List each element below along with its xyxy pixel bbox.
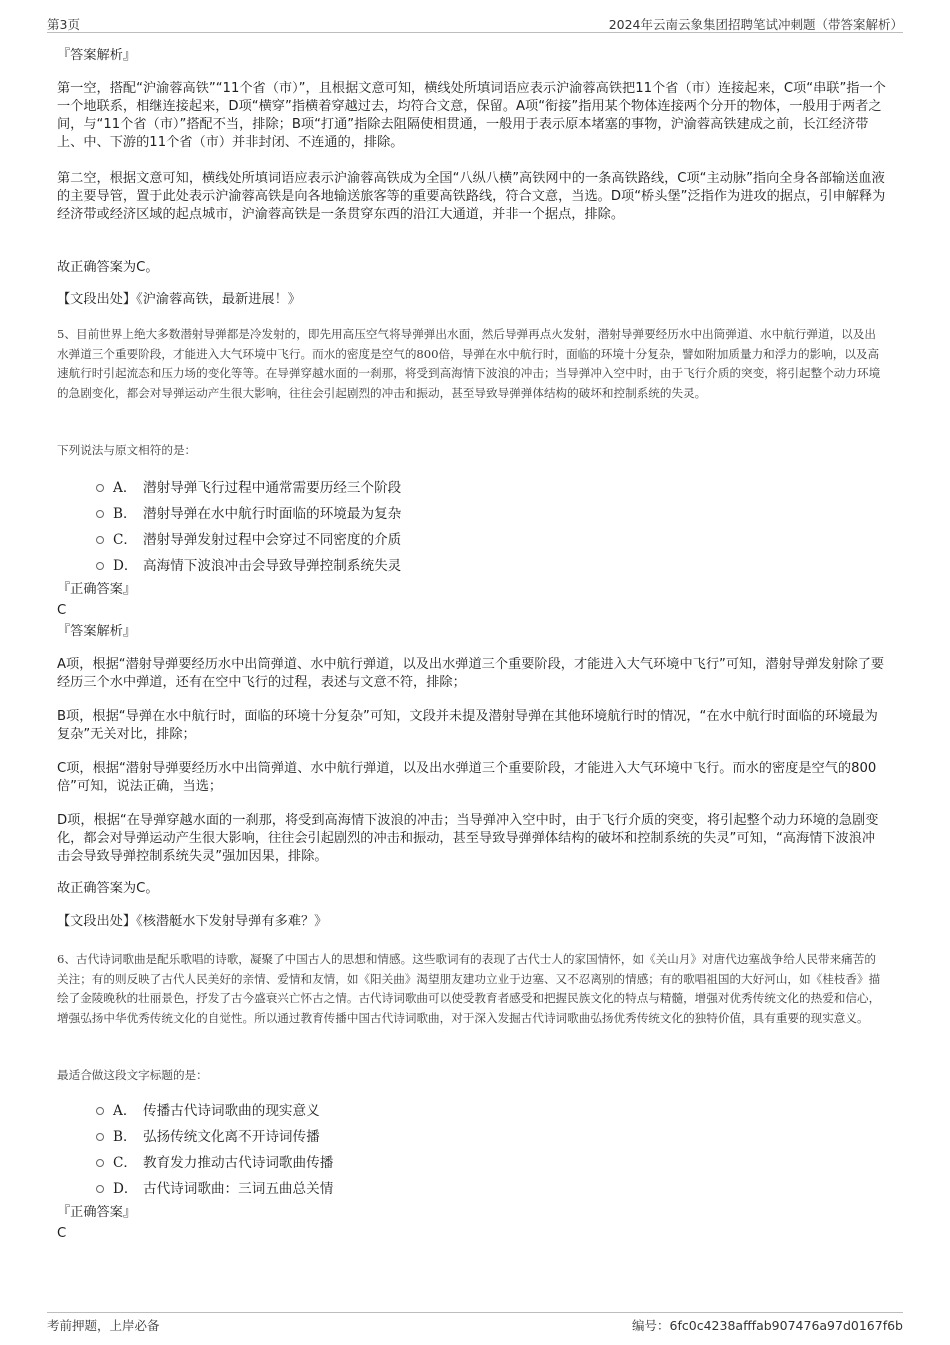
q4-analysis-label: 『答案解析』	[57, 48, 137, 63]
q6-answer-label: 『正确答案』	[57, 1205, 137, 1220]
radio-icon[interactable]	[96, 536, 104, 544]
page-number: 第3页	[47, 17, 80, 32]
q6-answer: C	[57, 1226, 67, 1241]
q4-source: 【文段出处】《沪渝蓉高铁，最新进展！》	[57, 292, 301, 307]
q5-options	[96, 473, 696, 577]
q6-passage: 6、古代诗词歌曲是配乐歌唱的诗歌，凝聚了中国古人的思想和情感。这些歌词有的表现了古代士人的家国情怀，如《关山月》对唐代边塞战争给人民带来痛苦的关注；有的则反映了古代人民美好的亲情、爱情和友情，如《阳关曲》渴望朋友建功立业于边塞、又不忍离别的情感；有的歌唱祖国的大好河山，如《桂枝香》描绘了金陵晚秋的壮丽景色，抒发了古今盛衰兴亡怀古之情。古代诗词歌曲可以使受教育者感受和把握民族文化的特点与精髓，增强对优秀传统文化的热爱和信心，增强弘扬中华优秀传统文化的自觉性。所以通过教育传播中国古代诗词歌曲，对于深入发掘古代诗词歌曲弘扬优秀传统文化的独特价值，具有重要的现实意义。	[57, 952, 881, 1025]
q5-analysis-a: A项，根据“潜射导弹要经历水中出筒弹道、水中航行弹道，以及出水弹道三个重要阶段，才能进入大气环境中飞行”可知，潜射导弹发射除了要经历三个水中弹道，还有在空中飞行的过程，表述与文意不符，排除；	[57, 657, 885, 690]
q5-option-d[interactable]: D． 高海情下波浪冲击会导致导弹控制系统失灵	[96, 551, 696, 577]
q5-analysis-b: B项，根据“导弹在水中航行时，面临的环境十分复杂”可知，文段并未提及潜射导弹在其他环境航行时的情况，“在水中航行时面临的环境最为复杂”无关对比，排除；	[57, 709, 878, 742]
q5-option-c[interactable]: C． 潜射导弹发射过程中会穿过不同密度的介质	[96, 525, 696, 551]
q6-option-b[interactable]: B． 弘扬传统文化离不开诗词传播	[96, 1122, 696, 1148]
document-title: 2024年云南云象集团招聘笔试冲刺题（带答案解析）	[608, 17, 903, 32]
q4-conclusion: 故正确答案为C。	[57, 260, 159, 275]
q5-option-a[interactable]: A． 潜射导弹飞行过程中通常需要历经三个阶段	[96, 473, 696, 499]
q5-prompt: 下列说法与原文相符的是：	[57, 443, 197, 457]
radio-icon[interactable]	[96, 1107, 104, 1115]
q5-analysis-d: D项，根据“在导弹穿越水面的一刹那，将受到高海情下波浪的冲击；当导弹冲入空中时，由于飞行介质的突变，将引起整个动力环境的急剧变化，都会对导弹运动产生很大影响，往往会引起剧烈的冲击和振动，甚至导致导弹弹体结构的破坏和控制系统的失灵”可知，“高海情下波浪冲击会导致导弹控制系统失灵”强加因果，排除。	[57, 813, 879, 864]
radio-icon[interactable]	[96, 1133, 104, 1141]
q6-options	[96, 1096, 696, 1200]
radio-icon[interactable]	[96, 1185, 104, 1193]
page-footer	[47, 1312, 903, 1335]
page-header	[47, 12, 903, 33]
radio-icon[interactable]	[96, 510, 104, 518]
q4-analysis-paragraph-1: 第一空，搭配“沪渝蓉高铁”“11个省（市）”，且根据文意可知，横线处所填词语应表示沪渝蓉高铁把11个省（市）连接起来，C项“串联”指一个一个地联系，相继连接起来，D项“横穿”指横着穿越过去，均符合文意，保留。A项“衔接”指用某个物体连接两个分开的物体，一般用于两者之间，与“11个省（市）”搭配不当，排除；B项“打通”指除去阻隔使相贯通，一般用于表示原本堵塞的事物，沪渝蓉高铁建成之前，长江经济带上、中、下游的11个省（市）并非封闭、不连通的，排除。	[57, 81, 886, 150]
q6-option-d[interactable]: D． 古代诗词歌曲：三词五曲总关情	[96, 1174, 696, 1200]
q5-analysis-c: C项，根据“潜射导弹要经历水中出筒弹道、水中航行弹道，以及出水弹道三个重要阶段，才能进入大气环境中飞行。而水的密度是空气的800倍”可知，说法正确，当选；	[57, 761, 877, 794]
radio-icon[interactable]	[96, 562, 104, 570]
q5-option-b[interactable]: B． 潜射导弹在水中航行时面临的环境最为复杂	[96, 499, 696, 525]
q5-answer-label: 『正确答案』	[57, 582, 137, 597]
q4-analysis-paragraph-2: 第二空，根据文意可知，横线处所填词语应表示沪渝蓉高铁成为全国“八纵八横”高铁网中的一条高铁路线，C项“主动脉”指向全身各部输送血液的主要导管，置于此处表示沪渝蓉高铁是向各地输送旅客等的重要高铁路线，符合文意，当选。D项“桥头堡”泛指作为进攻的据点，引申解释为经济带或经济区域的起点城市，沪渝蓉高铁是一条贯穿东西的沿江大通道，并非一个据点，排除。	[57, 171, 886, 222]
radio-icon[interactable]	[96, 484, 104, 492]
radio-icon[interactable]	[96, 1159, 104, 1167]
q6-option-a[interactable]: A． 传播古代诗词歌曲的现实意义	[96, 1096, 696, 1122]
document-code: 编号：6fc0c4238afffab907476a97d0167f6b	[632, 1318, 903, 1333]
q5-passage: 5、目前世界上绝大多数潜射导弹都是冷发射的，即先用高压空气将导弹弹出水面，然后导弹再点火发射，潜射导弹要经历水中出筒弹道、水中航行弹道，以及出水弹道三个重要阶段，才能进入大气环境中飞行。而水的密度是空气的800倍，导弹在水中航行时，面临的环境十分复杂，譬如附加质量力和浮力的影响，以及高速航行时引起流态和压力场的变化等等。在导弹穿越水面的一刹那，将受到高海情下波浪的冲击；当导弹冲入空中时，由于飞行介质的突变，将引起整个动力环境的急剧变化，都会对导弹运动产生很大影响，往往会引起剧烈的冲击和振动，甚至导致导弹弹体结构的破坏和控制系统的失灵。	[57, 327, 881, 400]
footer-slogan: 考前押题，上岸必备	[47, 1318, 160, 1333]
q5-answer: C	[57, 603, 67, 618]
q5-conclusion: 故正确答案为C。	[57, 881, 159, 896]
q5-analysis-label: 『答案解析』	[57, 624, 137, 639]
q6-prompt: 最适合做这段文字标题的是：	[57, 1068, 208, 1082]
q5-source: 【文段出处】《核潜艇水下发射导弹有多难？》	[57, 914, 328, 929]
q6-option-c[interactable]: C． 教育发力推动古代诗词歌曲传播	[96, 1148, 696, 1174]
